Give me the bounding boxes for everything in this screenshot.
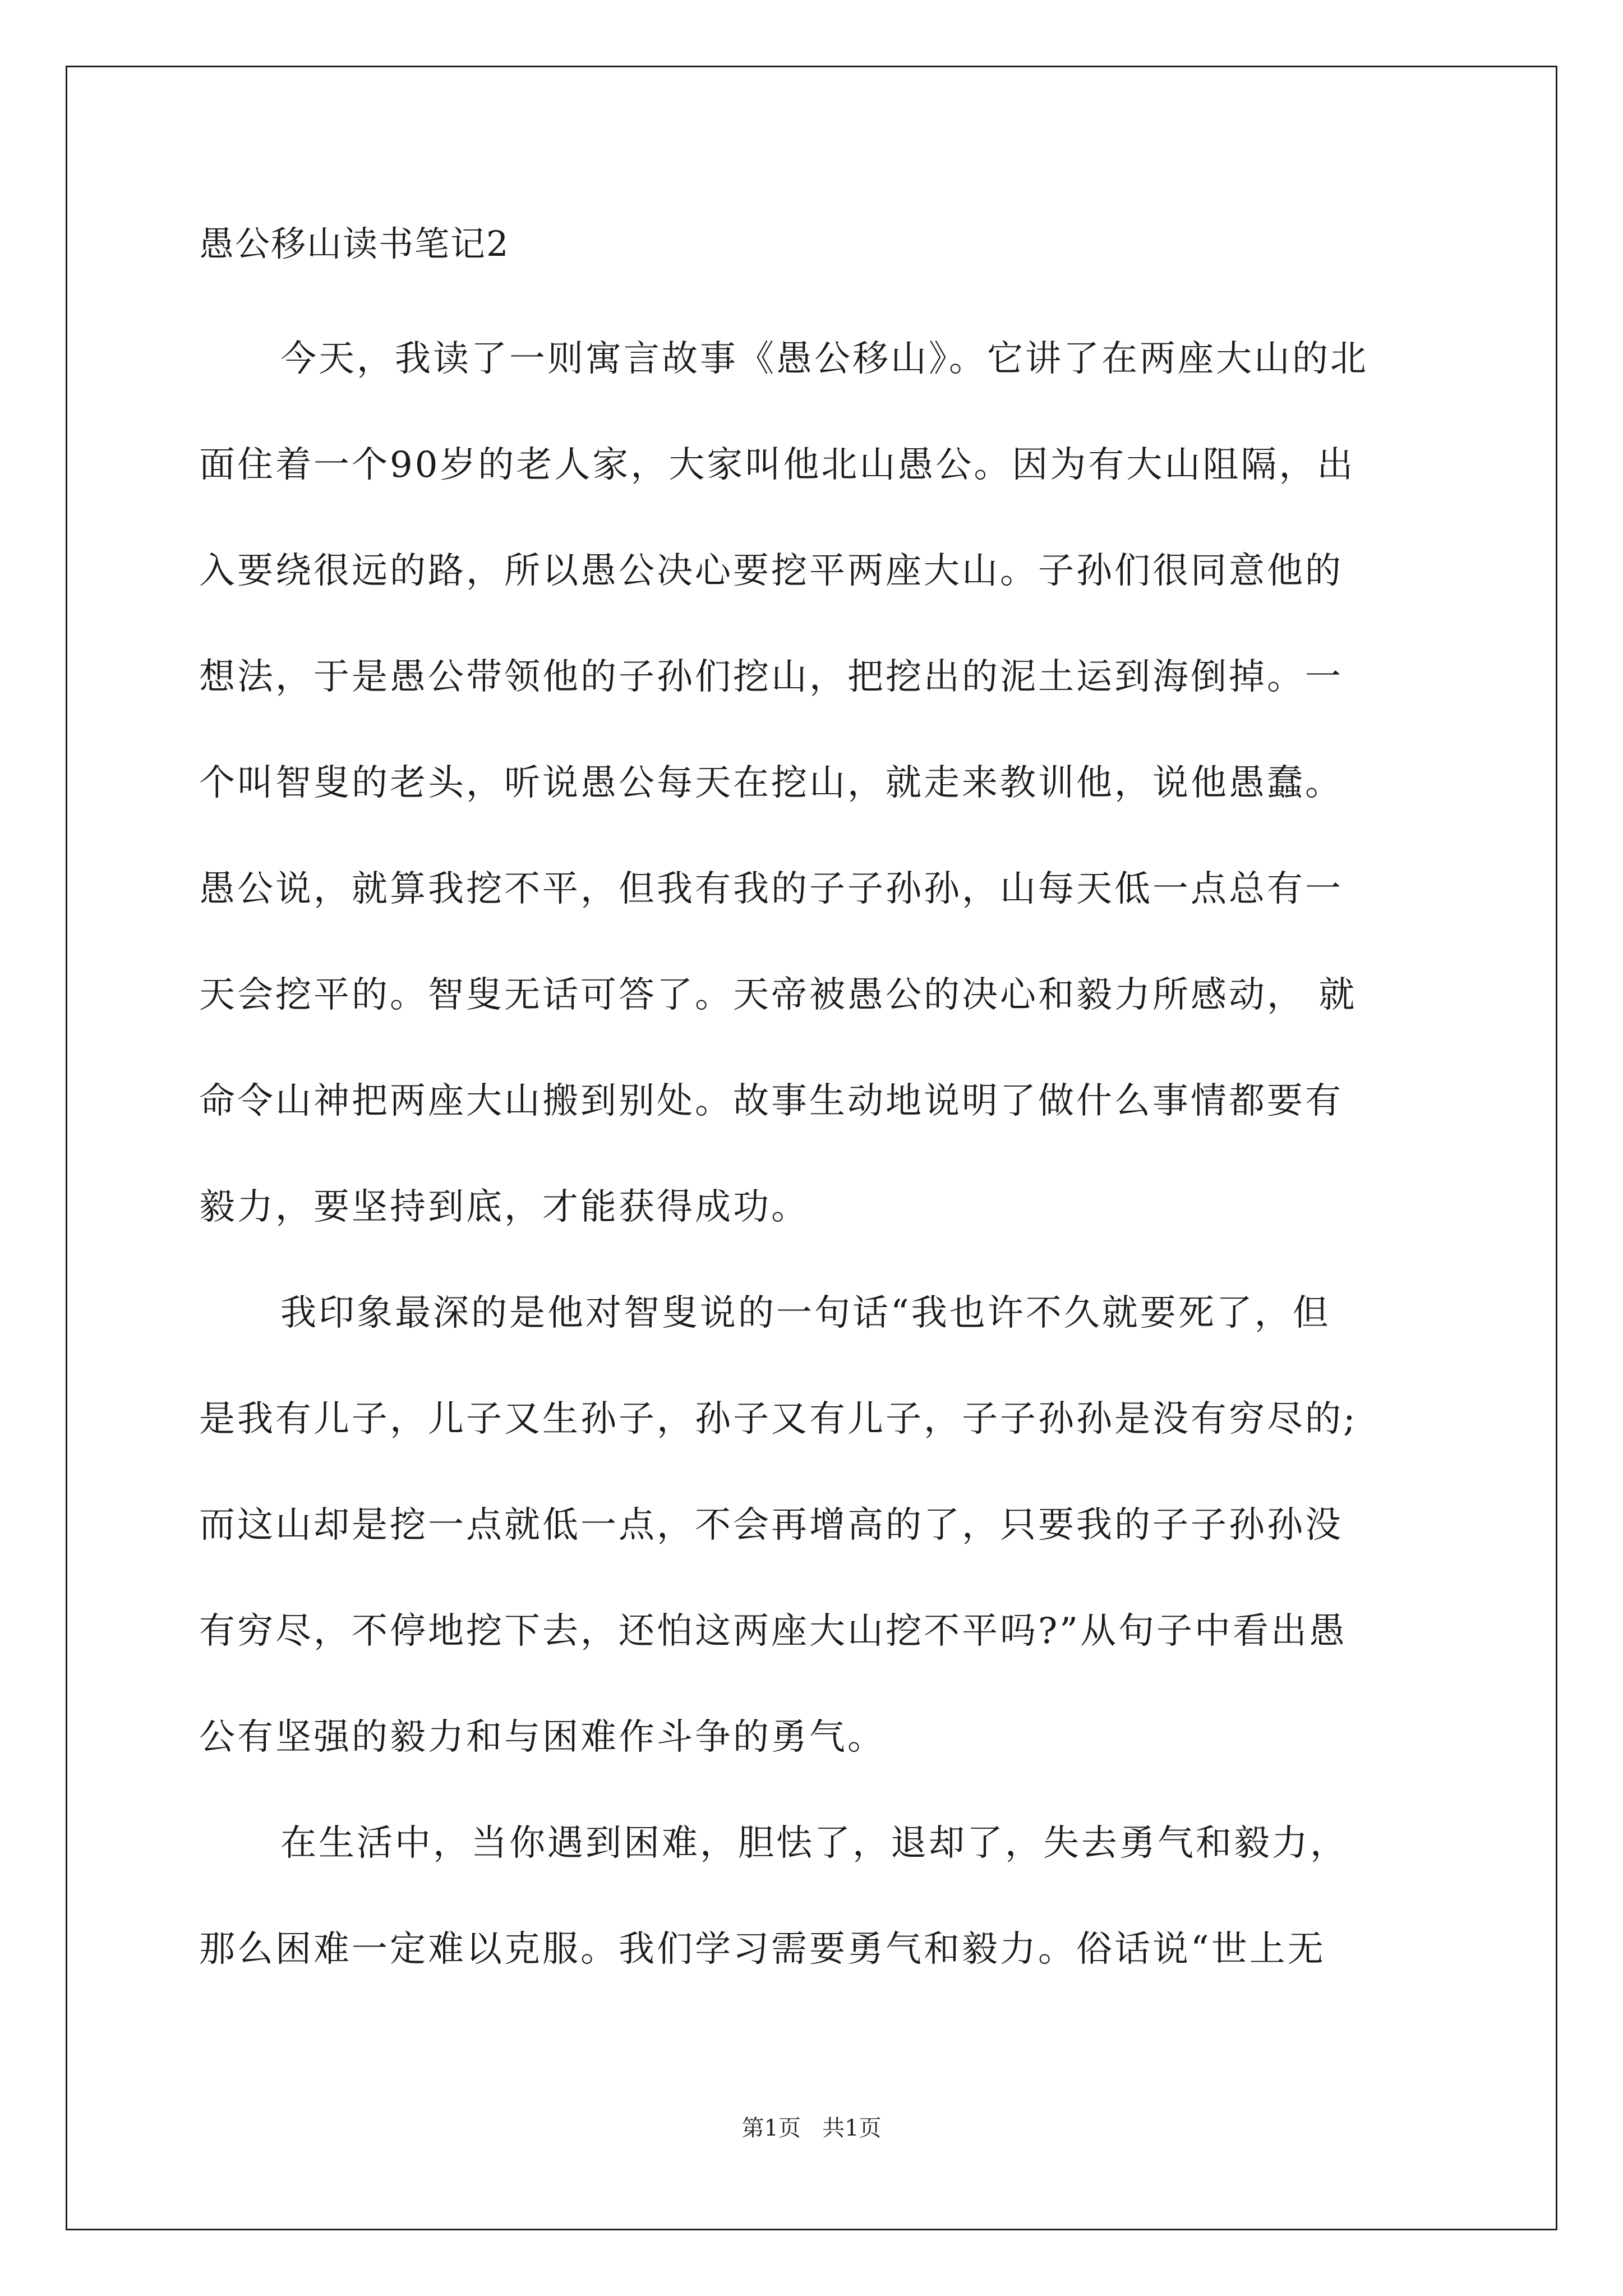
paragraph-2-line-2: 是我有儿子，儿子又生孙子，孙子又有儿子，子子孙孙是没有穷尽的; bbox=[199, 1398, 1358, 1440]
paragraph-1-line-2: 面住着一个90岁的老人家，大家叫他北山愚公。因为有大山阻隔，出 bbox=[199, 444, 1355, 486]
paragraph-2-line-1: 我印象最深的是他对智叟说的一句话“我也许不久就要死了，但 bbox=[280, 1292, 1331, 1334]
paragraph-3-line-1: 在生活中，当你遇到困难，胆怯了，退却了，失去勇气和毅力， bbox=[280, 1823, 1348, 1864]
page-border bbox=[66, 66, 1557, 2230]
paragraph-1-line-5: 个叫智叟的老头，听说愚公每天在挖山，就走来教训他，说他愚蠢。 bbox=[199, 762, 1343, 804]
paragraph-1-line-9: 毅力，要坚持到底，才能获得成功。 bbox=[199, 1186, 809, 1228]
paragraph-1-line-8: 命令山神把两座大山搬到别处。故事生动地说明了做什么事情都要有 bbox=[199, 1080, 1343, 1122]
paragraph-1-line-1: 今天，我读了一则寓言故事《愚公移山》。它讲了在两座大山的北 bbox=[280, 338, 1368, 380]
paragraph-2-line-3: 而这山却是挖一点就低一点，不会再增高的了，只要我的子子孙孙没 bbox=[199, 1504, 1343, 1546]
document-title: 愚公移山读书笔记2 bbox=[199, 223, 510, 264]
paragraph-1-line-7: 天会挖平的。智叟无话可答了。天帝被愚公的决心和毅力所感动， 就 bbox=[199, 974, 1357, 1016]
paragraph-1-line-3: 入要绕很远的路，所以愚公决心要挖平两座大山。子孙们很同意他的 bbox=[199, 550, 1343, 592]
paragraph-2-line-4: 有穷尽，不停地挖下去，还怕这两座大山挖不平吗?”从句子中看出愚 bbox=[199, 1611, 1348, 1652]
paragraph-3-line-2: 那么困难一定难以克服。我们学习需要勇气和毅力。俗话说“世上无 bbox=[199, 1929, 1326, 1970]
paragraph-1-line-6: 愚公说，就算我挖不平，但我有我的子子孙孙，山每天低一点总有一 bbox=[199, 868, 1343, 910]
page-number: 第1页 bbox=[741, 2115, 801, 2141]
page-footer bbox=[0, 2114, 1623, 2142]
paragraph-1-line-4: 想法，于是愚公带领他的子孙们挖山，把挖出的泥土运到海倒掉。一 bbox=[199, 656, 1343, 698]
page-total: 共1页 bbox=[822, 2115, 882, 2141]
paragraph-2-line-5: 公有坚强的毅力和与困难作斗争的勇气。 bbox=[199, 1717, 886, 1758]
